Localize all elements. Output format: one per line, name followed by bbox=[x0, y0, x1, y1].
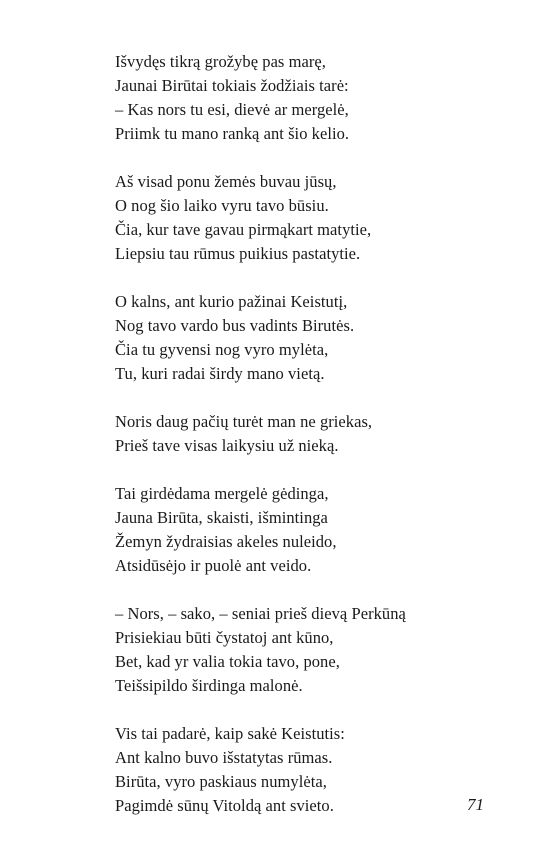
stanza-3 bbox=[115, 290, 515, 386]
poem-line: Teišsipildo širdinga malonė. bbox=[115, 676, 303, 695]
stanza-7 bbox=[115, 722, 515, 818]
poem-line: Bet, kad yr valia tokia tavo, pone, bbox=[115, 652, 340, 671]
poem-line: Priimk tu mano ranką ant šio kelio. bbox=[115, 124, 350, 143]
poem-line: Išvydęs tikrą grožybę pas marę, bbox=[115, 52, 326, 71]
poem-line: Vis tai padarė, kaip sakė Keistutis: bbox=[115, 724, 345, 743]
poem-line: Ant kalno buvo išstatytas rūmas. bbox=[115, 748, 333, 767]
stanza-5 bbox=[115, 482, 515, 578]
poem-line: Pagimdė sūnų Vitoldą ant svieto. bbox=[115, 796, 334, 815]
poem-line: Prisiekiau būti čystatoj ant kūno, bbox=[115, 628, 334, 647]
poem-line: Liepsiu tau rūmus puikius pastatytie. bbox=[115, 244, 361, 263]
poem-line: Žemyn žydraisias akeles nuleido, bbox=[115, 532, 337, 551]
poem-line: Atsidūsėjo ir puolė ant veido. bbox=[115, 556, 312, 575]
stanza-1 bbox=[115, 50, 515, 146]
page-number: 71 bbox=[467, 795, 484, 814]
poem-line: Jaunai Birūtai tokiais žodžiais tarė: bbox=[115, 76, 349, 95]
poem-line: Čia tu gyvensi nog vyro mylėta, bbox=[115, 340, 329, 359]
poem-text bbox=[115, 50, 515, 842]
stanza-6 bbox=[115, 602, 515, 698]
poem-line: Tu, kuri radai širdy mano vietą. bbox=[115, 364, 325, 383]
poem-line: – Nors, – sako, – seniai prieš dievą Perkūną bbox=[115, 604, 406, 623]
poem-line: Nog tavo vardo bus vadints Birutės. bbox=[115, 316, 355, 335]
poem-line: Prieš tave visas laikysiu už nieką. bbox=[115, 436, 339, 455]
poem-line: – Kas nors tu esi, dievė ar mergelė, bbox=[115, 100, 349, 119]
poem-line: O nog šio laiko vyru tavo būsiu. bbox=[115, 196, 329, 215]
poem-line: Aš visad ponu žemės buvau jūsų, bbox=[115, 172, 337, 191]
poem-line: Jauna Birūta, skaisti, išmintinga bbox=[115, 508, 328, 527]
poem-line: Tai girdėdama mergelė gėdinga, bbox=[115, 484, 329, 503]
poem-line: Birūta, vyro paskiaus numylėta, bbox=[115, 772, 327, 791]
poem-line: O kalns, ant kurio pažinai Keistutį, bbox=[115, 292, 348, 311]
stanza-4 bbox=[115, 410, 515, 458]
poem-line: Čia, kur tave gavau pirmąkart matytie, bbox=[115, 220, 372, 239]
stanza-2 bbox=[115, 170, 515, 266]
poem-line: Noris daug pačių turėt man ne griekas, bbox=[115, 412, 373, 431]
